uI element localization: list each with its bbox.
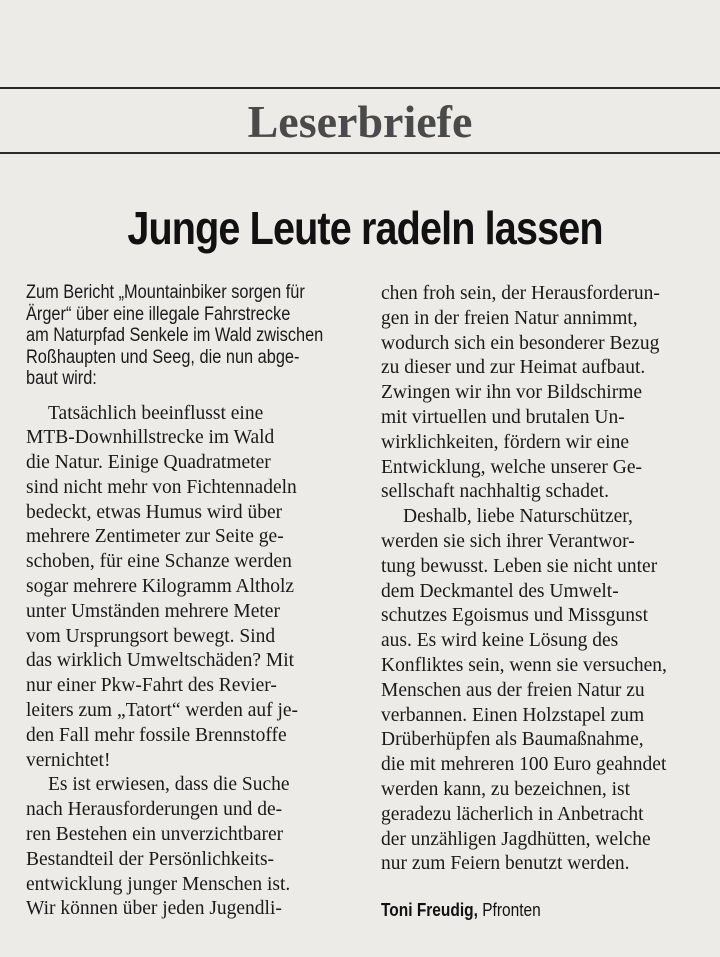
section-title: Leserbriefe — [247, 96, 473, 147]
letter-body-left — [26, 402, 351, 923]
bottom-rule — [0, 152, 720, 154]
body-line: unter Umständen mehrere Meter — [26, 600, 280, 622]
body-line: wirklichkeiten, fördern wir eine — [381, 431, 629, 453]
body-line: sellschaft nachhaltig schadet. — [381, 481, 609, 503]
body-line: Drüberhüpfen als Baumaßnahme, — [381, 729, 644, 751]
right-column — [381, 282, 701, 877]
left-column — [26, 282, 351, 922]
body-line: sogar mehrere Kilogramm Altholz — [26, 576, 295, 598]
body-line: mit virtuellen und brutalen Un- — [381, 406, 625, 428]
body-line: zu dieser und zur Heimat aufbaut. — [381, 357, 646, 379]
body-line: Zwingen wir ihn vor Bildschirme — [381, 382, 643, 404]
body-line: schutzes Egoismus und Missgunst — [381, 605, 649, 627]
body-line: nach Herausforderungen und de- — [26, 799, 283, 821]
body-line: leiters zum „Tatort“ werden auf je- — [26, 700, 299, 722]
body-line: werden kann, zu bezeichnen, ist — [381, 778, 631, 800]
body-line: geradezu lächerlich in Anbetracht — [381, 803, 644, 825]
body-line: Menschen aus der freien Natur zu — [381, 679, 645, 701]
body-line: die mit mehreren 100 Euro geahndet — [381, 754, 667, 776]
body-line: das wirklich Umweltschäden? Mit — [26, 650, 295, 672]
body-line: Es ist erwiesen, dass die Suche — [48, 774, 290, 796]
body-line: die Natur. Einige Quadratmeter — [26, 452, 271, 474]
body-line: Bestandteil der Persönlichkeits- — [26, 848, 275, 870]
body-line: Konfliktes sein, wenn sie versuchen, — [381, 654, 667, 676]
intro-line: Zum Bericht „Mountainbiker sorgen für — [26, 282, 305, 303]
intro-line: Ärger“ über eine illegale Fahrstrecke — [26, 303, 291, 325]
body-line: verbannen. Einen Holzstapel zum — [381, 704, 645, 726]
body-line: chen froh sein, der Herausforderun- — [381, 283, 660, 304]
body-line: werden sie sich ihrer Verantwor- — [381, 530, 635, 552]
body-line: der unzähligen Jagdhütten, welche — [381, 828, 651, 850]
top-rule — [0, 87, 720, 89]
body-line: mehrere Zentimeter zur Seite ge- — [26, 526, 284, 548]
body-line: Tatsächlich beeinflusst eine — [48, 402, 264, 424]
body-line: MTB-Downhillstrecke im Wald — [26, 427, 275, 449]
headline: Junge Leute radeln lassen — [127, 202, 603, 254]
body-line: Deshalb, liebe Naturschützer, — [403, 506, 633, 528]
body-line: bedeckt, etwas Humus wird über — [26, 501, 283, 523]
body-line: ren Bestehen ein unverzichtbarer — [26, 824, 284, 846]
body-line: gen in der freien Natur annimmt, — [381, 307, 638, 329]
author-signature — [381, 900, 541, 921]
body-line: nur einer Pkw-Fahrt des Revier- — [26, 675, 277, 697]
body-line: dem Deckmantel des Umwelt- — [381, 580, 619, 602]
author-place: Pfronten — [482, 900, 541, 920]
intro-line: am Naturpfad Senkele im Wald zwischen — [26, 325, 324, 346]
body-line: Wir können über jeden Jugendli- — [26, 898, 282, 920]
body-line: entwicklung junger Menschen ist. — [26, 873, 291, 895]
body-line: nur zum Feiern benutzt werden. — [381, 853, 630, 875]
intro-line: Roßhaupten und Seeg, die nun abge- — [26, 346, 300, 368]
body-line: sind nicht mehr von Fichtennadeln — [26, 476, 297, 498]
body-line: vernichtet! — [26, 749, 111, 771]
body-line: den Fall mehr fossile Brennstoffe — [26, 724, 287, 746]
body-line: tung bewusst. Leben sie nicht unter — [381, 555, 658, 577]
body-line: vom Ursprungsort bewegt. Sind — [26, 625, 276, 647]
body-line: aus. Es wird keine Lösung des — [381, 630, 619, 652]
body-line: wodurch sich ein besonderer Bezug — [381, 332, 660, 354]
author-name: Toni Freudig, — [381, 900, 478, 920]
body-line: schoben, für eine Schanze werden — [26, 551, 292, 573]
intro-reference — [26, 282, 351, 390]
intro-line: baut wird: — [26, 368, 97, 389]
body-line: Entwicklung, welche unserer Ge- — [381, 456, 642, 478]
